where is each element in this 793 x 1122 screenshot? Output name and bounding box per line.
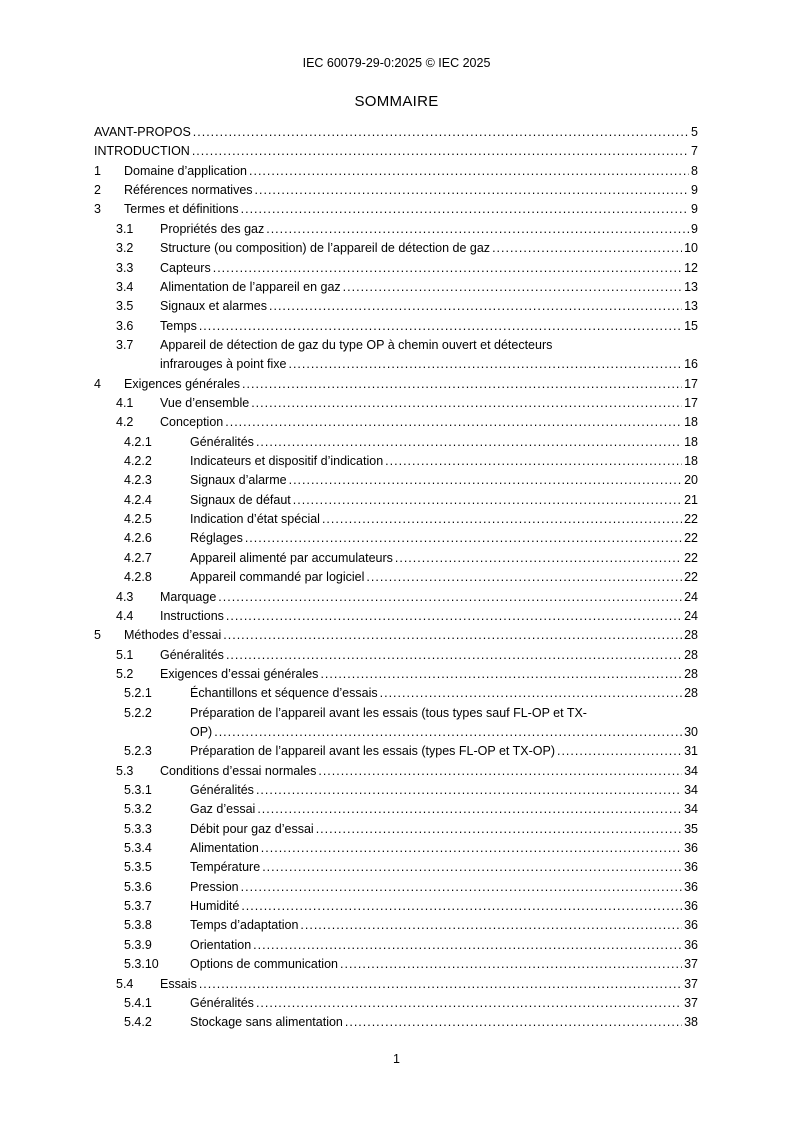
toc-entry[interactable] — [94, 839, 698, 858]
toc-entry[interactable] — [94, 394, 698, 413]
toc-entry[interactable] — [94, 975, 698, 994]
toc-entry-page: 20 — [684, 473, 698, 488]
toc-entry-title: Échantillons et séquence d’essais — [190, 686, 378, 701]
toc-entry-title: infrarouges à point fixe — [160, 357, 287, 372]
toc-entry-page: 22 — [684, 570, 698, 585]
toc-entry-number: 1 — [94, 163, 101, 178]
toc-entry[interactable] — [94, 549, 698, 568]
toc-entry[interactable] — [94, 491, 698, 510]
toc-entry-title: Gaz d’essai — [190, 802, 256, 817]
dot-leader — [214, 723, 682, 742]
dot-leader — [241, 200, 689, 219]
toc-entry-page: 9 — [691, 202, 698, 217]
dot-leader — [245, 529, 682, 548]
toc-entry-title: Indication d’état spécial — [190, 512, 320, 527]
toc-entry[interactable] — [94, 781, 698, 800]
dot-leader — [395, 549, 682, 568]
toc-entry[interactable] — [94, 607, 698, 626]
toc-entry-page: 37 — [684, 995, 698, 1010]
dot-leader — [340, 955, 682, 974]
dot-leader — [300, 916, 682, 935]
toc-entry[interactable] — [94, 916, 698, 935]
toc-entry-title: Orientation — [190, 937, 252, 952]
toc-entry[interactable] — [94, 588, 698, 607]
toc-entry-page: 34 — [684, 763, 698, 778]
toc-entry[interactable] — [94, 878, 698, 897]
toc-entry-page: 18 — [684, 453, 698, 468]
toc-entry[interactable] — [94, 665, 698, 684]
toc-entry-title: Signaux de défaut — [190, 492, 291, 507]
toc-entry-page: 34 — [684, 802, 698, 817]
toc-entry-number: 5.3.10 — [124, 957, 159, 972]
toc-entry-number: 5.2 — [116, 666, 134, 681]
document-header: IEC 60079-29-0:2025 © IEC 2025 — [302, 56, 491, 70]
dot-leader — [256, 994, 682, 1013]
toc-entry-number: 3.3 — [116, 260, 134, 275]
dot-leader — [366, 568, 682, 587]
toc-entry-title: Capteurs — [160, 260, 211, 275]
toc-entry-title: Conception — [160, 415, 224, 430]
toc-entry-page: 24 — [684, 608, 698, 623]
toc-entry[interactable] — [94, 1013, 698, 1032]
toc-entry-page: 7 — [691, 144, 698, 159]
toc-entry[interactable] — [94, 955, 698, 974]
toc-entry-number: 4.2.6 — [124, 531, 152, 546]
dot-leader — [385, 452, 682, 471]
toc-entry-page: 9 — [691, 183, 698, 198]
toc-entry-page: 9 — [691, 221, 698, 236]
toc-entry-number: 4.2.1 — [124, 434, 152, 449]
toc-entry[interactable] — [94, 858, 698, 877]
dot-leader — [289, 471, 683, 490]
dot-leader — [255, 181, 690, 200]
toc-entry-title: Références normatives — [124, 183, 253, 198]
toc-entry-title: Essais — [160, 976, 197, 991]
toc-entry-number: 5.3.3 — [124, 821, 152, 836]
toc-entry[interactable] — [94, 375, 698, 394]
toc-entry-page: 8 — [691, 163, 698, 178]
toc-entry[interactable] — [94, 626, 698, 645]
toc-entry-number: 5.2.3 — [124, 744, 152, 759]
dot-leader — [223, 626, 682, 645]
dot-leader — [256, 433, 682, 452]
toc-entry-number: 3.4 — [116, 279, 134, 294]
toc-entry-title-line: Préparation de l’appareil avant les essais (tous types sauf FL-OP et TX- — [190, 705, 587, 720]
table-of-contents — [94, 123, 698, 1033]
toc-entry[interactable] — [94, 200, 698, 219]
toc-entry-number: 4.2.7 — [124, 550, 152, 565]
dot-leader — [262, 858, 682, 877]
toc-entry-title: Signaux et alarmes — [160, 299, 268, 314]
toc-entry-page: 13 — [684, 299, 698, 314]
toc-entry-page: 36 — [684, 918, 698, 933]
toc-entry-title: Signaux d’alarme — [190, 473, 287, 488]
toc-entry[interactable] — [94, 452, 698, 471]
toc-entry[interactable] — [94, 317, 698, 336]
dot-leader — [557, 742, 682, 761]
dot-leader — [218, 588, 682, 607]
toc-entry-page: 34 — [684, 782, 698, 797]
dot-leader — [192, 142, 689, 161]
toc-entry[interactable] — [94, 684, 698, 703]
dot-leader — [241, 897, 682, 916]
toc-entry-page: 36 — [684, 860, 698, 875]
toc-entry[interactable] — [94, 529, 698, 548]
toc-entry[interactable] — [94, 278, 698, 297]
toc-entry-number: 5.1 — [116, 647, 134, 662]
dot-leader — [320, 665, 682, 684]
toc-entry-page: 24 — [684, 589, 698, 604]
toc-entry-number: 5.2.1 — [124, 686, 152, 701]
toc-entry-number: 5.3.7 — [124, 899, 152, 914]
toc-entry-page: 35 — [684, 821, 698, 836]
toc-entry[interactable] — [94, 568, 698, 587]
toc-entry-title: Alimentation — [190, 841, 259, 856]
toc-entry-title: Conditions d’essai normales — [160, 763, 317, 778]
toc-entry-page: 10 — [684, 241, 698, 256]
toc-entry[interactable] — [94, 897, 698, 916]
toc-entry-title: Température — [190, 860, 261, 875]
dot-leader — [322, 510, 682, 529]
toc-entry[interactable] — [94, 162, 698, 181]
toc-entry-number: 3 — [94, 202, 101, 217]
dot-leader — [251, 394, 682, 413]
toc-entry-page: 28 — [684, 686, 698, 701]
dot-leader — [269, 297, 682, 316]
toc-entry-title: Instructions — [160, 608, 224, 623]
toc-entry[interactable] — [94, 646, 698, 665]
toc-entry-number: 5.3.6 — [124, 879, 152, 894]
toc-entry-page: 37 — [684, 957, 698, 972]
toc-entry-number: 4.2.3 — [124, 473, 152, 488]
toc-entry-title: OP) — [190, 724, 213, 739]
toc-entry[interactable] — [94, 220, 698, 239]
dot-leader — [199, 317, 682, 336]
toc-entry-page: 28 — [684, 647, 698, 662]
dot-leader — [193, 123, 689, 142]
toc-entry[interactable] — [94, 762, 698, 781]
toc-entry-number: 5.2.2 — [124, 705, 152, 720]
toc-entry[interactable] — [94, 820, 698, 839]
toc-entry-number: 5.4.1 — [124, 995, 152, 1010]
toc-entry[interactable] — [94, 142, 698, 161]
toc-entry-number: 5.3 — [116, 763, 134, 778]
toc-entry-number: 3.6 — [116, 318, 134, 333]
dot-leader — [256, 781, 682, 800]
toc-entry-title: Options de communication — [190, 957, 338, 972]
toc-entry-title: Appareil commandé par logiciel — [190, 570, 365, 585]
toc-entry-number: 5.3.4 — [124, 841, 152, 856]
toc-entry-title: Domaine d’application — [124, 163, 247, 178]
toc-entry-page: 36 — [684, 879, 698, 894]
dot-leader — [345, 1013, 682, 1032]
toc-entry[interactable] — [94, 297, 698, 316]
toc-entry-page: 22 — [684, 512, 698, 527]
toc-entry-title: Propriétés des gaz — [160, 221, 265, 236]
toc-entry-title: Structure (ou composition) de l’appareil de détection de gaz — [160, 241, 491, 256]
toc-entry-number: 5.3.2 — [124, 802, 152, 817]
toc-entry-number: 4.2.8 — [124, 570, 152, 585]
toc-entry-page: 31 — [684, 744, 698, 759]
toc-entry-number: 5.3.1 — [124, 782, 152, 797]
toc-entry-number: 4.2.2 — [124, 453, 152, 468]
toc-entry-title: INTRODUCTION — [94, 144, 190, 159]
toc-entry[interactable] — [94, 336, 698, 375]
toc-entry-number: 3.2 — [116, 241, 134, 256]
dot-leader — [253, 936, 682, 955]
dot-leader — [226, 646, 682, 665]
toc-entry-title: Généralités — [190, 782, 254, 797]
toc-entry-page: 28 — [684, 666, 698, 681]
toc-entry-title: Termes et définitions — [124, 202, 239, 217]
toc-entry[interactable] — [94, 936, 698, 955]
toc-entry[interactable] — [94, 259, 698, 278]
dot-leader — [226, 607, 682, 626]
toc-entry-page: 17 — [684, 376, 698, 391]
toc-entry[interactable] — [94, 510, 698, 529]
toc-entry-title: Débit pour gaz d’essai — [190, 821, 314, 836]
toc-entry-title: Généralités — [160, 647, 224, 662]
toc-entry-page: 36 — [684, 841, 698, 856]
toc-entry-page: 38 — [684, 1015, 698, 1030]
dot-leader — [316, 820, 682, 839]
toc-entry-page: 16 — [684, 357, 698, 372]
toc-entry-page: 22 — [684, 550, 698, 565]
toc-entry-page: 21 — [684, 492, 698, 507]
toc-entry[interactable] — [94, 994, 698, 1013]
toc-entry-title: Indicateurs et dispositif d’indication — [190, 453, 384, 468]
toc-entry[interactable] — [94, 800, 698, 819]
toc-entry-number: 5.3.9 — [124, 937, 152, 952]
page-number: 1 — [393, 1052, 400, 1066]
toc-entry[interactable] — [94, 471, 698, 490]
toc-entry-title: Alimentation de l’appareil en gaz — [160, 279, 341, 294]
dot-leader — [318, 762, 682, 781]
toc-entry-number: 5.4 — [116, 976, 134, 991]
dot-leader — [492, 239, 682, 258]
toc-entry[interactable] — [94, 433, 698, 452]
toc-entry-title: Généralités — [190, 995, 254, 1010]
toc-entry-page: 36 — [684, 937, 698, 952]
toc-entry-number: 4.4 — [116, 608, 134, 623]
toc-entry-page: 36 — [684, 899, 698, 914]
toc-entry-title-line: Appareil de détection de gaz du type OP à chemin ouvert et détecteurs — [160, 337, 553, 352]
dot-leader — [257, 800, 682, 819]
toc-entry-number: 5.3.8 — [124, 918, 152, 933]
toc-entry[interactable] — [94, 742, 698, 761]
toc-entry[interactable] — [94, 181, 698, 200]
toc-entry-number: 2 — [94, 183, 101, 198]
toc-entry-title: Méthodes d’essai — [124, 628, 222, 643]
toc-entry-number: 5.4.2 — [124, 1015, 152, 1030]
page-title: SOMMAIRE — [354, 93, 439, 110]
toc-entry-number: 4 — [94, 376, 101, 391]
toc-entry-title: Vue d’ensemble — [160, 395, 250, 410]
toc-entry-title: Temps — [160, 318, 197, 333]
toc-entry-title: Stockage sans alimentation — [190, 1015, 343, 1030]
toc-entry-number: 4.2.4 — [124, 492, 152, 507]
toc-entry-number: 4.3 — [116, 589, 134, 604]
toc-entry-number: 5 — [94, 628, 101, 643]
toc-entry-page: 12 — [684, 260, 698, 275]
toc-entry-page: 22 — [684, 531, 698, 546]
dot-leader — [225, 413, 682, 432]
toc-entry-title: Marquage — [160, 589, 217, 604]
toc-entry-page: 18 — [684, 415, 698, 430]
dot-leader — [199, 975, 682, 994]
dot-leader — [288, 355, 682, 374]
dot-leader — [293, 491, 682, 510]
dot-leader — [241, 878, 682, 897]
dot-leader — [266, 220, 689, 239]
toc-entry-title: Temps d’adaptation — [190, 918, 299, 933]
toc-entry-title: Préparation de l’appareil avant les essais (types FL-OP et TX-OP) — [190, 744, 555, 759]
toc-entry-title: Réglages — [190, 531, 243, 546]
toc-entry-page: 17 — [684, 395, 698, 410]
toc-entry-title: Exigences générales — [124, 376, 241, 391]
toc-entry-page: 37 — [684, 976, 698, 991]
toc-entry-number: 4.1 — [116, 395, 134, 410]
dot-leader — [261, 839, 682, 858]
toc-entry-number: 5.3.5 — [124, 860, 152, 875]
toc-entry-number: 3.7 — [116, 337, 134, 352]
toc-entry-page: 5 — [691, 125, 698, 139]
toc-entry-page: 28 — [684, 628, 698, 643]
dot-leader — [380, 684, 682, 703]
toc-entry-page: 15 — [684, 318, 698, 333]
dot-leader — [343, 278, 682, 297]
toc-entry-number: 4.2 — [116, 415, 134, 430]
toc-entry-title: Appareil alimenté par accumulateurs — [190, 550, 393, 565]
toc-entry-title: Pression — [190, 879, 239, 894]
toc-entry-title: AVANT-PROPOS — [94, 125, 191, 139]
toc-entry[interactable] — [94, 704, 698, 743]
toc-entry-number: 4.2.5 — [124, 512, 152, 527]
toc-entry-title: Exigences d’essai générales — [160, 666, 319, 681]
dot-leader — [242, 375, 682, 394]
toc-entry[interactable] — [94, 239, 698, 258]
toc-entry-number: 3.5 — [116, 299, 134, 314]
dot-leader — [249, 162, 689, 181]
dot-leader — [213, 259, 682, 278]
toc-entry-page: 18 — [684, 434, 698, 449]
toc-entry-page: 30 — [684, 724, 698, 739]
toc-entry-page: 13 — [684, 279, 698, 294]
toc-entry[interactable] — [94, 123, 698, 142]
toc-entry-title: Généralités — [190, 434, 254, 449]
toc-entry[interactable] — [94, 413, 698, 432]
toc-entry-number: 3.1 — [116, 221, 134, 236]
toc-entry-title: Humidité — [190, 899, 240, 914]
